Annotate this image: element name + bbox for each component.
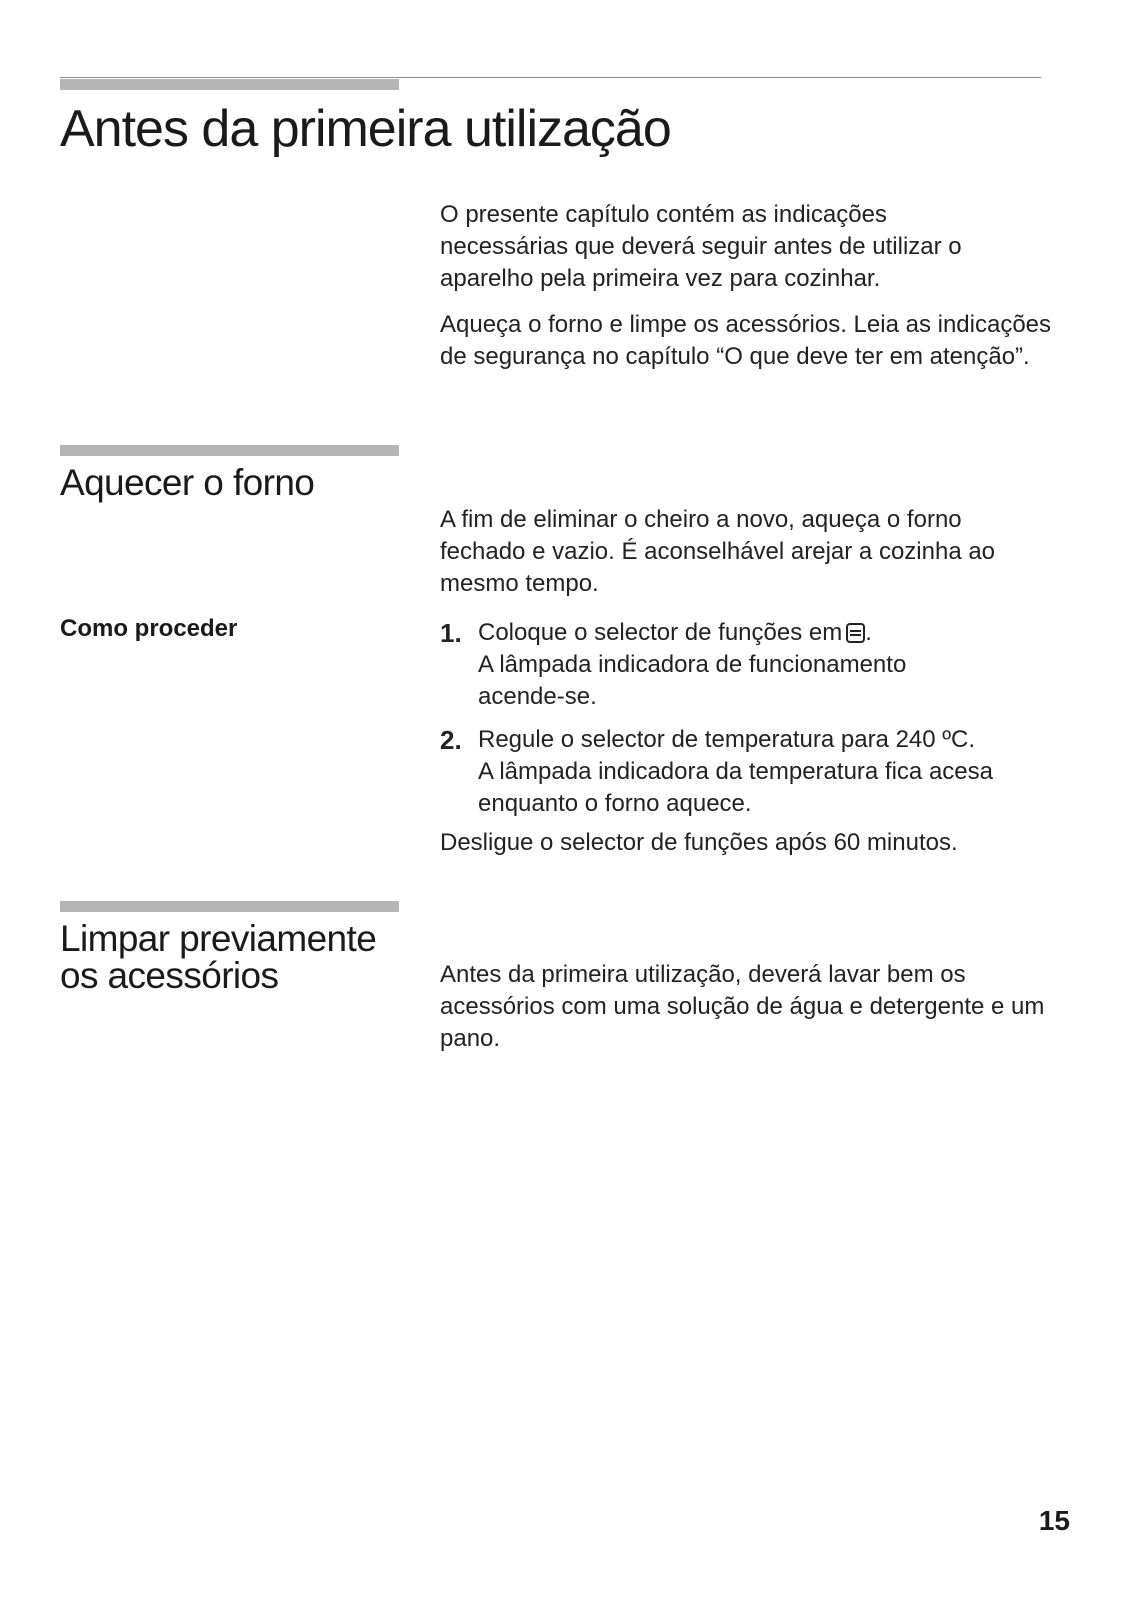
- intro-paragraph-1: O presente capítulo contém as indicações necessárias que deverá seguir antes de utilizar o aparelho pela primeira vez para cozinhar.: [440, 201, 962, 292]
- step-text: Regule o selector de temperatura para 240 ºC.: [478, 726, 976, 753]
- page-number: 15: [1038, 1505, 1070, 1536]
- step-text-end: .: [865, 619, 872, 646]
- section-title-clean-line1: Limpar previamente: [60, 918, 377, 959]
- step-result: A lâmpada indicadora da temperatura fica acesa enquanto o forno aquece.: [478, 758, 993, 817]
- clean-paragraph: Antes da primeira utilização, deverá lavar bem os acessórios com uma solução de água e detergente e um pano.: [440, 961, 1045, 1052]
- step-1: [440, 617, 1080, 713]
- procedure-label: Como proceder: [60, 615, 238, 642]
- step-2: [440, 724, 1080, 820]
- step-number: 1.: [440, 618, 462, 648]
- intro-paragraph-2: Aqueça o forno e limpe os acessórios. Leia as indicações de segurança no capítulo “O que deve ter em atenção”.: [440, 311, 1052, 370]
- section-rule-heat: [60, 445, 399, 456]
- section-title-clean-line2: os acessórios: [60, 955, 279, 996]
- page-title: Antes da primeira utilização: [60, 100, 671, 158]
- header-rule-thin: [60, 77, 1041, 78]
- step-result: A lâmpada indicadora de funcionamento acende-se.: [478, 651, 907, 710]
- step-number: 2.: [440, 725, 462, 755]
- section-title-heat: Aquecer o forno: [60, 462, 315, 503]
- section-title-clean: [60, 920, 376, 994]
- heat-intro-paragraph: A fim de eliminar o cheiro a novo, aqueça o forno fechado e vazio. É aconselhável arejar a cozinha ao mesmo tempo.: [440, 506, 996, 597]
- step-text: Coloque o selector de funções em: [478, 619, 843, 646]
- heat-closing-paragraph: Desligue o selector de funções após 60 minutos.: [440, 829, 958, 856]
- section-rule-clean: [60, 901, 399, 912]
- top-bottom-heat-icon: [846, 623, 865, 643]
- header-rule-thick: [60, 79, 399, 90]
